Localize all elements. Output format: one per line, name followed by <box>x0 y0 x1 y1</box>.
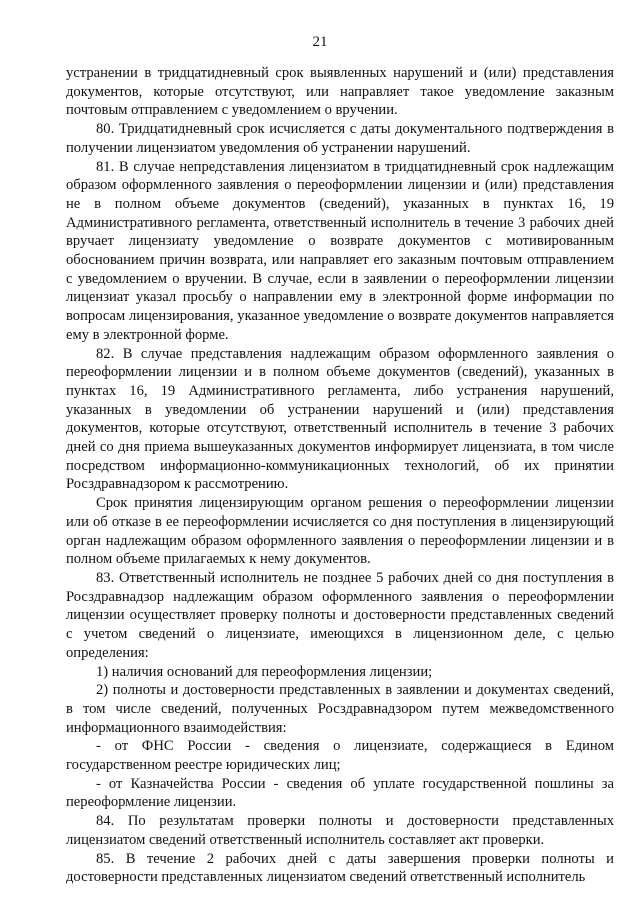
paragraph-83-treasury: - от Казначейства России - сведения об уплате государственной пошлины за переоформление лицензии. <box>66 775 614 811</box>
paragraph-81: 81. В случае непредставления лицензиатом в тридцатидневный срок надлежащим образом оформленного заявления о переоформлении лицензии и (или) представления не в полном объеме документов (сведений), указанных в пунктах 16, 19 Административного регламента, ответственный исполнитель в течение 3 рабочих дней вручает лицензиату уведомление о возврате документов с мотивированным обоснованием причин возврата, или направляет его заказным почтовым отправлением с уведомлением о вручении. В случае, если в заявлении о переоформлении лицензии лицензиат указал просьбу о направлении ему в электронной форме информации по вопросам лицензирования, указанное уведомление о возврате документов направляется ему в электронной форме. <box>66 158 614 343</box>
paragraph-80: 80. Тридцатидневный срок исчисляется с даты документального подтверждения в получении лицензиатом уведомления об устранении нарушений. <box>66 121 614 156</box>
paragraph-82: 82. В случае представления надлежащим образом оформленного заявления о переоформлении лицензии и в полном объеме документов (сведений), указанных в пунктах 16, 19 Административного регламента, либо устранения нарушений, указанных в уведомлении об устранении нарушений и (или) представления документов, которые отсутствуют, ответственный исполнитель в течение 3 рабочих дней со дня приема вышеуказанных документов информирует лицензиата, в том числе посредством информационно-коммуникационных технологий, об их принятии Росздравнадзором к рассмотрению. <box>66 345 614 493</box>
page-number: 21 <box>312 34 328 50</box>
paragraph-83-fns: - от ФНС России - сведения о лицензиате, содержащиеся в Едином государственном реестре юридических лиц; <box>66 738 614 774</box>
paragraph-decision-term: Срок принятия лицензирующим органом решения о переоформлении лицензии или об отказе в ее переоформлении исчисляется со дня поступления в лицензирующий орган надлежащим образом оформленного заявления о переоформлении лицензии и в полном объеме прилагаемых к нему документов. <box>66 495 614 568</box>
document-body <box>66 64 614 887</box>
paragraph-83-item-2: 2) полноты и достоверности представленных в заявлении и документах сведений, в том числе сведений, полученных Росздравнадзором путем межведомственного информационного взаимодействия: <box>66 682 614 736</box>
paragraph-84: 84. По результатам проверки полноты и достоверности представленных лицензиатом сведений ответственный исполнитель составляет акт проверки. <box>66 813 614 848</box>
paragraph-83: 83. Ответственный исполнитель не позднее 5 рабочих дней со дня поступления в Росздравнадзор надлежащим образом оформленного заявления о переоформлении лицензии осуществляет проверку полноты и достоверности представленных сведений с учетом сведений о лицензиате, имеющихся в лицензионном деле, с целью определения: <box>66 569 614 661</box>
paragraph-83-item-1: 1) наличия оснований для переоформления лицензии; <box>96 663 433 680</box>
paragraph-continuation: устранении в тридцатидневный срок выявленных нарушений и (или) представления документов, которые отсутствуют, или направляет такое уведомление заказным почтовым отправлением с уведомлением о вручении. <box>66 65 614 119</box>
paragraph-85: 85. В течение 2 рабочих дней с даты завершения проверки полноты и достоверности представленных лицензиатом сведений ответственный исполнитель <box>66 850 614 886</box>
